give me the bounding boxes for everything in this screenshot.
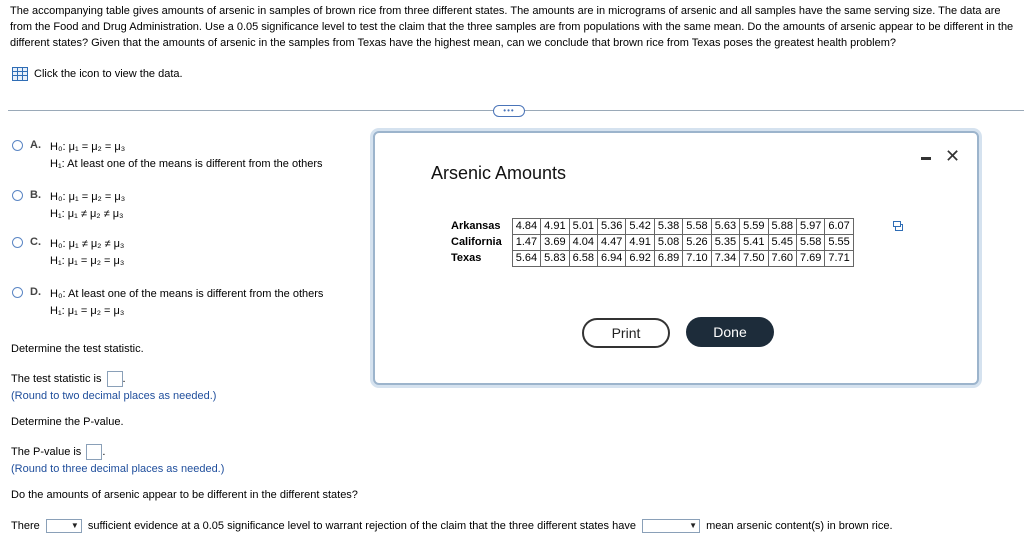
table-cell: 7.69 xyxy=(796,251,824,267)
table-cell: 4.91 xyxy=(541,219,569,235)
popup-title: Arsenic Amounts xyxy=(431,163,567,183)
round-two-hint: (Round to two decimal places as needed.) xyxy=(11,390,217,402)
table-cell: 6.58 xyxy=(569,251,597,267)
table-cell: 5.55 xyxy=(825,235,853,251)
table-cell: 5.63 xyxy=(711,219,739,235)
table-cell: 3.69 xyxy=(541,235,569,251)
evidence-dropdown[interactable] xyxy=(46,519,82,533)
table-cell: 5.08 xyxy=(654,235,682,251)
state-label: California xyxy=(451,236,502,248)
option-letter: B. xyxy=(30,189,41,201)
table-cell: 5.64 xyxy=(512,251,540,267)
more-options-button[interactable]: ••• xyxy=(493,105,525,117)
arsenic-table xyxy=(448,218,854,267)
table-cell: 6.92 xyxy=(626,251,654,267)
table-cell: 4.04 xyxy=(569,235,597,251)
data-popup xyxy=(373,131,979,385)
option-c-h1: H₁: μ₁ = μ₂ = μ₃ xyxy=(50,255,125,267)
state-label: Arkansas xyxy=(451,220,501,232)
p-value-label: The P-value is xyxy=(11,445,82,458)
round-three-hint: (Round to three decimal places as needed.) xyxy=(11,463,225,475)
table-cell: 7.60 xyxy=(768,251,796,267)
table-cell: 4.47 xyxy=(598,235,626,251)
test-statistic-input[interactable] xyxy=(107,371,123,387)
conclusion-row xyxy=(11,519,893,533)
table-row xyxy=(448,235,853,251)
done-button[interactable]: Done xyxy=(686,317,774,347)
radio-d[interactable] xyxy=(12,287,23,298)
option-d-h0: H₀: At least one of the means is different from the others xyxy=(50,288,324,300)
table-cell: 5.58 xyxy=(796,235,824,251)
p-value-question: Determine the P-value. xyxy=(11,416,124,428)
table-row xyxy=(448,251,853,267)
table-cell: 5.35 xyxy=(711,235,739,251)
radio-a[interactable] xyxy=(12,140,23,151)
test-statistic-label: The test statistic is xyxy=(11,372,102,385)
option-letter: D. xyxy=(30,286,41,298)
radio-b[interactable] xyxy=(12,190,23,201)
p-value-row xyxy=(11,444,105,460)
table-cell: 5.26 xyxy=(683,235,711,251)
table-cell: 5.41 xyxy=(740,235,768,251)
table-cell: 1.47 xyxy=(512,235,540,251)
table-cell: 5.38 xyxy=(654,219,682,235)
test-statistic-row xyxy=(11,371,126,387)
table-cell: 5.58 xyxy=(683,219,711,235)
test-statistic-question: Determine the test statistic. xyxy=(11,343,144,355)
close-icon[interactable]: ✕ xyxy=(945,146,961,166)
table-cell: 5.36 xyxy=(598,219,626,235)
copy-icon[interactable] xyxy=(893,221,903,234)
table-cell: 7.34 xyxy=(711,251,739,267)
table-icon[interactable] xyxy=(12,67,28,81)
table-cell: 5.97 xyxy=(796,219,824,235)
there-label: There xyxy=(11,519,40,532)
period: . xyxy=(122,372,126,385)
period: . xyxy=(102,445,106,458)
option-letter: C. xyxy=(30,236,41,248)
table-cell: 6.07 xyxy=(825,219,853,235)
table-cell: 4.91 xyxy=(626,235,654,251)
table-cell: 5.83 xyxy=(541,251,569,267)
table-row xyxy=(448,219,853,235)
minimize-icon[interactable] xyxy=(921,157,931,160)
state-label: Texas xyxy=(451,252,482,264)
option-a-h0: H₀: μ₁ = μ₂ = μ₃ xyxy=(50,141,126,153)
table-cell: 7.71 xyxy=(825,251,853,267)
print-button[interactable]: Print xyxy=(582,318,670,348)
same-different-dropdown[interactable] xyxy=(642,519,700,533)
option-letter: A. xyxy=(30,139,41,151)
view-data-link[interactable] xyxy=(12,67,183,81)
table-cell: 6.94 xyxy=(598,251,626,267)
view-data-label: Click the icon to view the data. xyxy=(34,68,183,80)
difference-question: Do the amounts of arsenic appear to be different in the different states? xyxy=(11,489,358,501)
problem-statement: The accompanying table gives amounts of arsenic in samples of brown rice from three different states. The amounts are in micrograms of arsenic and all samples have the same serving size. The data are from the Food and Drug Administration. Use a 0.05 significance level to test the claim that the three samples are from populations with the same mean. Do the amounts of arsenic appear to be different in the different states? Given that the amounts of arsenic in the samples from Texas have the highest mean, can we conclude that brown rice from Texas poses the greatest health problem? xyxy=(10,5,1014,49)
table-cell: 5.01 xyxy=(569,219,597,235)
mean-text: mean arsenic content(s) in brown rice. xyxy=(706,519,893,532)
table-cell: 5.88 xyxy=(768,219,796,235)
table-cell: 5.42 xyxy=(626,219,654,235)
option-d-h1: H₁: μ₁ = μ₂ = μ₃ xyxy=(50,305,125,317)
p-value-input[interactable] xyxy=(86,444,102,460)
option-c-h0: H₀: μ₁ ≠ μ₂ ≠ μ₃ xyxy=(50,238,125,250)
option-b-h0: H₀: μ₁ = μ₂ = μ₃ xyxy=(50,191,126,203)
sufficient-text: sufficient evidence at a 0.05 significance level to warrant rejection of the claim that the three different states have xyxy=(87,519,636,532)
table-cell: 7.10 xyxy=(683,251,711,267)
table-cell: 5.45 xyxy=(768,235,796,251)
option-a-h1: H₁: At least one of the means is different from the others xyxy=(50,158,323,170)
radio-c[interactable] xyxy=(12,237,23,248)
table-cell: 7.50 xyxy=(740,251,768,267)
table-cell: 5.59 xyxy=(740,219,768,235)
table-cell: 6.89 xyxy=(654,251,682,267)
table-cell: 4.84 xyxy=(512,219,540,235)
option-b-h1: H₁: μ₁ ≠ μ₂ ≠ μ₃ xyxy=(50,208,124,220)
